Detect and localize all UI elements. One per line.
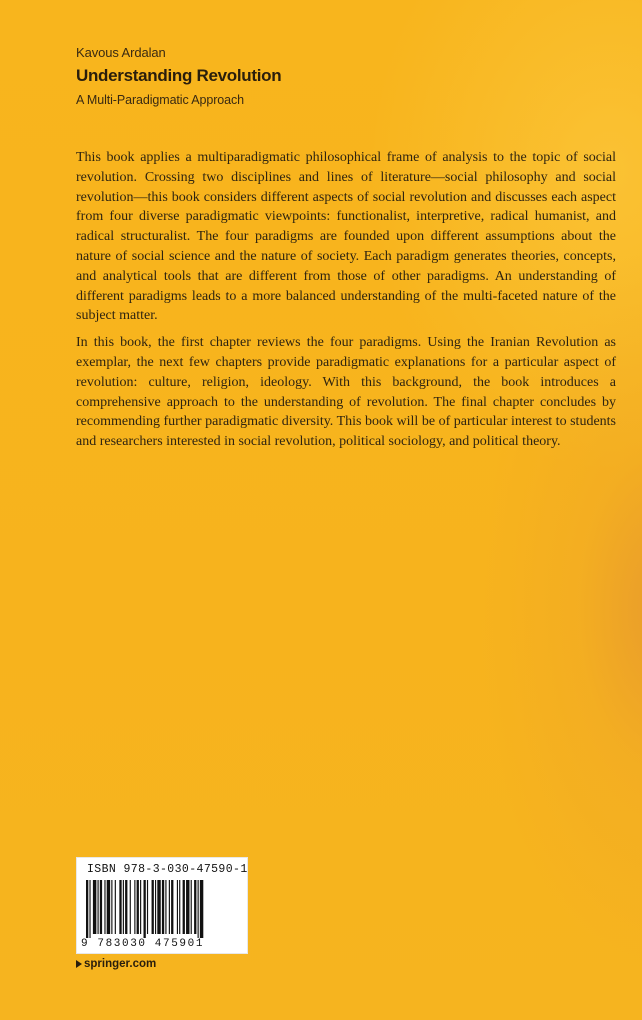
triangle-arrow-icon: [76, 960, 82, 968]
author-name: Kavous Ardalan: [76, 45, 166, 60]
isbn-barcode: [76, 857, 248, 954]
book-description: [76, 148, 616, 459]
barcode-bars-icon: [85, 880, 241, 938]
description-paragraph-2: In this book, the first chapter reviews the four paradigms. Using the Iranian Revolution as exemplar, the next few chapters provide paradigmatic explanations for a particular aspect of revolution: culture, religion, ideology. With this background, the book introduces a comprehensive approach to the understanding of revolution. The final chapter concludes by recommending further paradigmatic diversity. This book will be of particular interest to students and researchers interested in social revolution, political sociology, and political theory.: [76, 335, 616, 450]
description-paragraph-1: This book applies a multiparadigmatic philosophical frame of analysis to the topic of social revolution. Crossing two disciplines and lines of literature—social philosophy and social revolution—this book considers different aspects of social revolution and discusses each aspect from four diverse paradigmatic viewpoints: functionalist, interpretive, radical humanist, and radical structuralist. The four paradigms are founded upon different assumptions about the nature of social science and the nature of society. Each paradigm generates theories, concepts, and analytical tools that are different from those of other paradigms. An understanding of different paradigms leads to a more balanced understanding of the multi-faceted nature of the subject matter.: [76, 150, 616, 324]
publisher-url[interactable]: springer.com: [84, 958, 157, 970]
ean-digits: 9 783030 475901: [81, 938, 205, 950]
book-subtitle: A Multi-Paradigmatic Approach: [76, 93, 245, 107]
book-title: Understanding Revolution: [76, 66, 282, 85]
isbn-number: ISBN 978-3-030-47590-1: [87, 863, 248, 876]
publisher-link[interactable]: [76, 958, 156, 970]
